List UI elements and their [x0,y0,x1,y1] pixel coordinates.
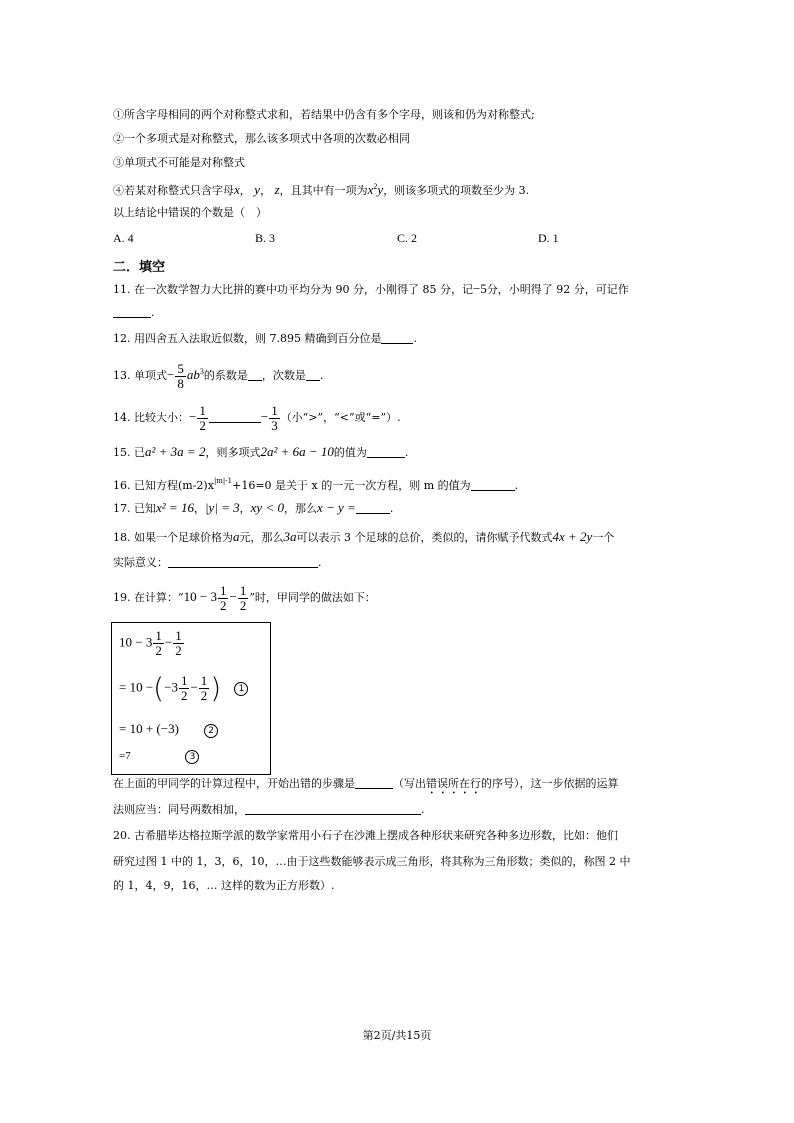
option-a[interactable]: A. 4 [113,231,134,245]
q16-blank[interactable] [471,479,515,491]
q20-line-3: 的 1，4，9，16，… 这样的数为正方形数）. [113,879,335,892]
q20-line-2: 研究过图 1 中的 1，3，6，10，…由于这些数能够表示成三角形，将其称为三角形数；类似的，称图 2 中 [113,855,631,868]
q12-blank[interactable] [381,332,413,344]
q11-blank[interactable] [113,306,151,318]
q13-blank-degree[interactable] [306,369,320,381]
q18-answer-line: 实际意义： . [113,556,322,569]
q11-text: 11. 在一次数学智力大比拼的赛中功平均分为 90 分，小刚得了 85 分，记−5分，小明得了 92 分，可记作 [113,281,629,296]
q19-followup-1: 在上面的甲同学的计算过程中，开始出错的步骤是 （写出错误所在行的序号），这一步依据的运算 [113,777,619,790]
q13-text: 13. 单项式− $\frac{5}{8}$ $ab^3$的系数是 ，次数是 . [113,360,324,391]
option-c[interactable]: C. 2 [397,231,418,245]
q18-blank[interactable] [168,556,318,568]
q20-line-1: 20. 古希腊毕达格拉斯学派的数学家常用小石子在沙滩上摆成各种形状来研究各种多边形数，比如：他们 [113,829,618,842]
q10-statement-2: ②一个多项式是对称整式，那么该多项式中各项的次数必相同 [113,132,410,145]
q19-step-3: =7 3 [119,750,199,764]
q18-text: 18. 如果一个足球价格为a元，那么3a可以表示 3 个足球的总价，类似的，请你赋予代数式4x + 2y一个 [113,529,615,544]
step-marker-2: 2 [204,724,218,738]
option-b[interactable]: B. 3 [255,231,276,245]
q19-blank-step[interactable] [355,777,393,789]
q19-step-1: = 10 −(−3 $\frac{1}{2}$ − $\frac{1}{2}$ ) 1 [119,674,248,703]
q13-blank-coefficient[interactable] [248,369,262,381]
q16-text: 16. 已知方程$(m-2)x^{|m|-1}+16=0$ 是关于 x 的一元一次方程，则 m 的值为 . [113,477,519,492]
step-marker-1: 1 [234,682,248,696]
q11-answer-line: . [113,306,155,320]
q14-blank[interactable] [209,411,261,423]
q19-working-box [111,622,271,775]
page-footer: 第2页/共15页 [362,1029,432,1042]
q15-blank[interactable] [367,446,405,458]
q10-statement-1: ①所含字母相同的两个对称整式求和，若结果中仍含有多个字母，则该和仍为对称整式; [113,108,535,121]
q17-blank[interactable] [356,502,390,514]
q19-step-2: = 10 + (−3) 2 [119,721,218,738]
q10-question: 以上结论中错误的个数是（ ） [113,206,267,219]
q14-text: 14. 比较大小：− $\frac{1}{2}$ − $\frac{1}{3}$ （小“>”，“<”或“=”）. [113,402,401,433]
q10-statement-4: ④若某对称整式只含字母x， y， z，且其中有一项为$x^2y$，则该多项式的项数至少为 3. [113,182,530,197]
q19-text: 19. 在计算：“10 − 3 $\frac{1}{2}$ − $\frac{1}{2}$ ”时，甲同学的做法如下： [113,582,376,613]
step-marker-3: 3 [185,750,199,764]
q10-statement-3: ③单项式不可能是对称整式 [113,156,245,169]
q19-followup-2: 法则应当：同号两数相加， . [113,803,425,816]
q19-step-0: 10 − 3 $\frac{1}{2}$ − $\frac{1}{2}$ [119,628,182,658]
q12-text: 12. 用四舍五入法取近似数，则 7.895 精确到百分位是 . [113,332,417,345]
q15-text: 15. 已a² + 3a = 2，则多项式2a² + 6a − 10的值为 . [113,444,409,459]
q19-blank-rule[interactable] [245,803,421,815]
option-d[interactable]: D. 1 [538,231,559,245]
q17-text: 17. 已知x² = 16，|y| = 3，xy < 0，那么x − y = . [113,500,394,515]
section-title: 二．填空 [113,260,166,275]
